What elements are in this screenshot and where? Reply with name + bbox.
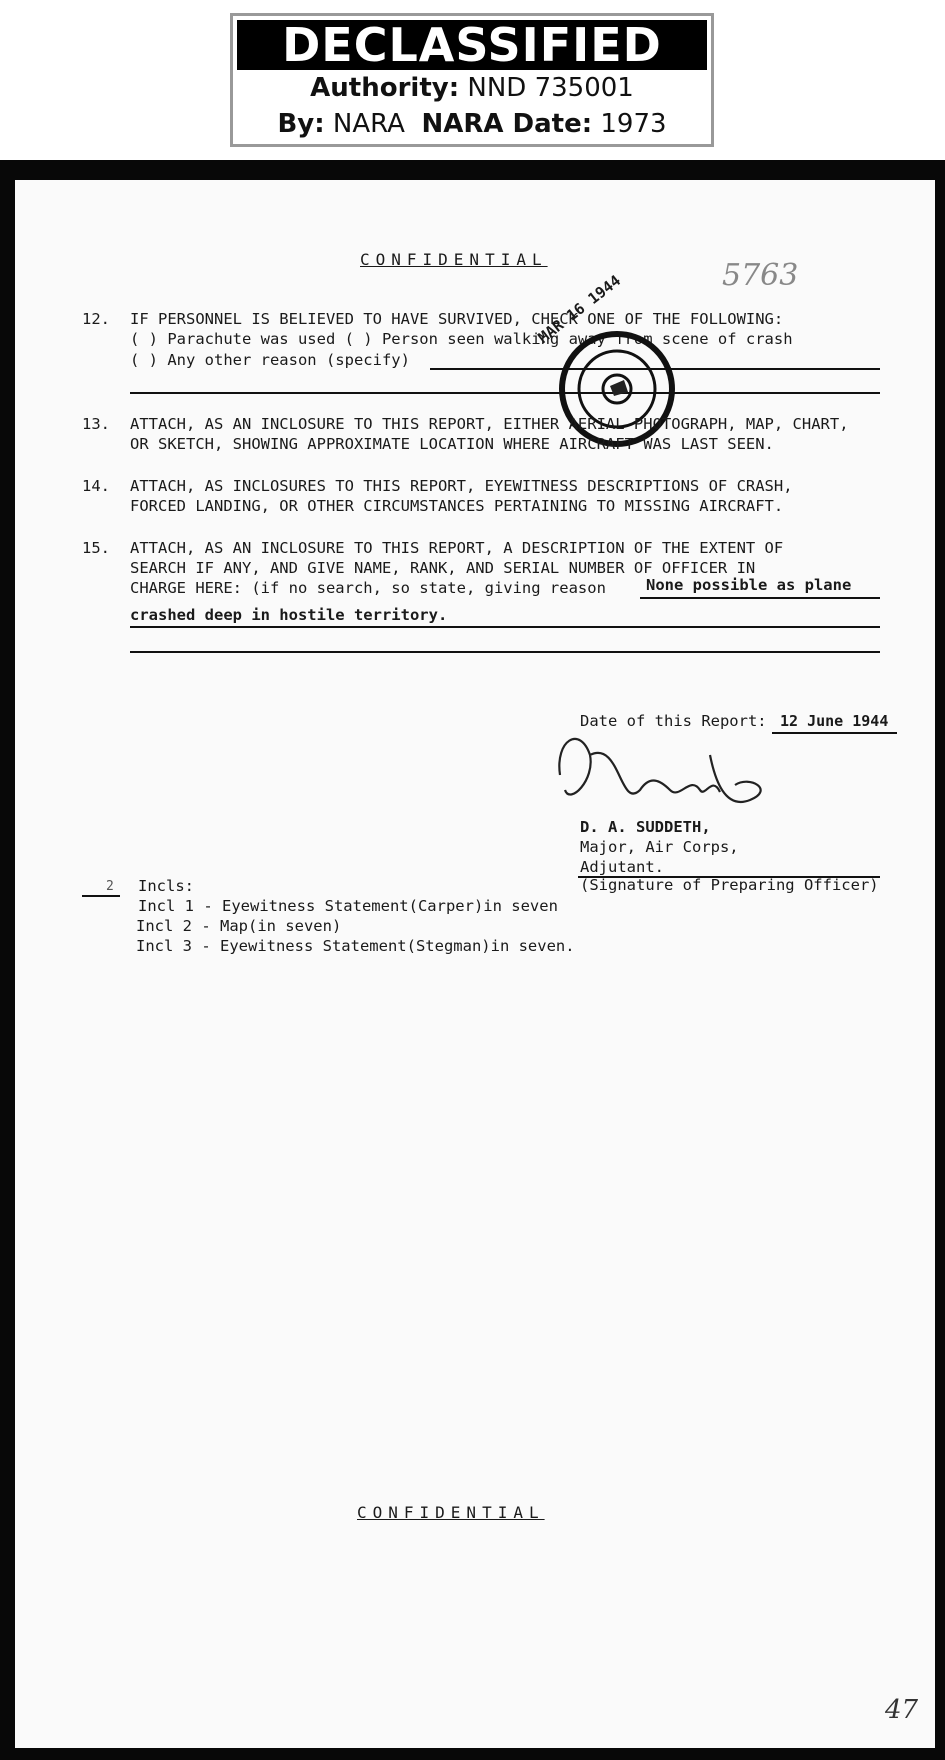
signature-caption: (Signature of Preparing Officer) — [580, 876, 879, 894]
item-13-number: 13. — [82, 415, 110, 433]
stamp-by: By: NARA NARA Date: 1973 — [277, 109, 667, 139]
declassified-stamp — [230, 13, 714, 147]
page-mark: 47 — [885, 1695, 919, 1725]
classification-header: CONFIDENTIAL — [360, 250, 548, 269]
item-12-number: 12. — [82, 310, 110, 328]
handwritten-file-number: 5763 — [722, 258, 799, 293]
inclosure-item: Incl 2 - Map(in seven) — [136, 917, 342, 935]
inclosure-label: Incls: — [138, 877, 194, 895]
item-15-number: 15. — [82, 539, 110, 557]
inclosure-item: Incl 1 - Eyewitness Statement(Carper)in seven — [138, 897, 558, 915]
item-13-line2: OR SKETCH, SHOWING APPROXIMATE LOCATION WHERE AIRCRAFT WAS LAST SEEN. — [130, 435, 774, 453]
inclosure-count: 2 — [106, 879, 114, 894]
item-14-number: 14. — [82, 477, 110, 495]
item-12-line2: ( ) Parachute was used ( ) Person seen walking away from scene of crash — [130, 330, 793, 348]
officer-signature — [550, 720, 780, 820]
item-15-answer-line-1 — [640, 597, 880, 599]
item-15-answer-2: crashed deep in hostile territory. — [130, 606, 448, 624]
item-15-answer-1: None possible as plane — [646, 576, 852, 594]
item-15-answer-line-2 — [130, 626, 880, 628]
item-14-line1: ATTACH, AS INCLOSURES TO THIS REPORT, EYEWITNESS DESCRIPTIONS OF CRASH, — [130, 477, 793, 495]
signer-rank: Major, Air Corps, — [580, 838, 739, 856]
inclosure-count-line — [82, 895, 120, 897]
item-13-line1: ATTACH, AS AN INCLOSURE TO THIS REPORT, EITHER AERIAL PHOTOGRAPH, MAP, CHART, — [130, 415, 849, 433]
item-12-line3: ( ) Any other reason (specify) — [130, 351, 410, 369]
item-15-blank-line — [130, 651, 880, 653]
item-14-line2: FORCED LANDING, OR OTHER CIRCUMSTANCES PERTAINING TO MISSING AIRCRAFT. — [130, 497, 784, 515]
classification-footer: CONFIDENTIAL — [357, 1503, 545, 1522]
item-15-line3: CHARGE HERE: (if no search, so state, giving reason — [130, 579, 606, 597]
item-12-line1: IF PERSONNEL IS BELIEVED TO HAVE SURVIVED, CHECK ONE OF THE FOLLOWING: — [130, 310, 784, 328]
stamp-title: DECLASSIFIED — [237, 20, 707, 70]
signer-name: D. A. SUDDETH, — [580, 818, 711, 836]
postmark-date: MAR 16 1944 — [534, 271, 625, 347]
report-date-line — [772, 732, 897, 734]
inclosure-item: Incl 3 - Eyewitness Statement(Stegman)in seven. — [136, 937, 575, 955]
item-12-blank-line — [130, 392, 880, 394]
report-date-value: 12 June 1944 — [780, 712, 889, 730]
report-date-label: Date of this Report: — [580, 712, 767, 730]
stamp-authority: Authority: NND 735001 — [310, 73, 634, 103]
item-15-line1: ATTACH, AS AN INCLOSURE TO THIS REPORT, A DESCRIPTION OF THE EXTENT OF — [130, 539, 784, 557]
signer-title: Adjutant. — [580, 858, 664, 876]
item-15-line2: SEARCH IF ANY, AND GIVE NAME, RANK, AND SERIAL NUMBER OF OFFICER IN — [130, 559, 756, 577]
